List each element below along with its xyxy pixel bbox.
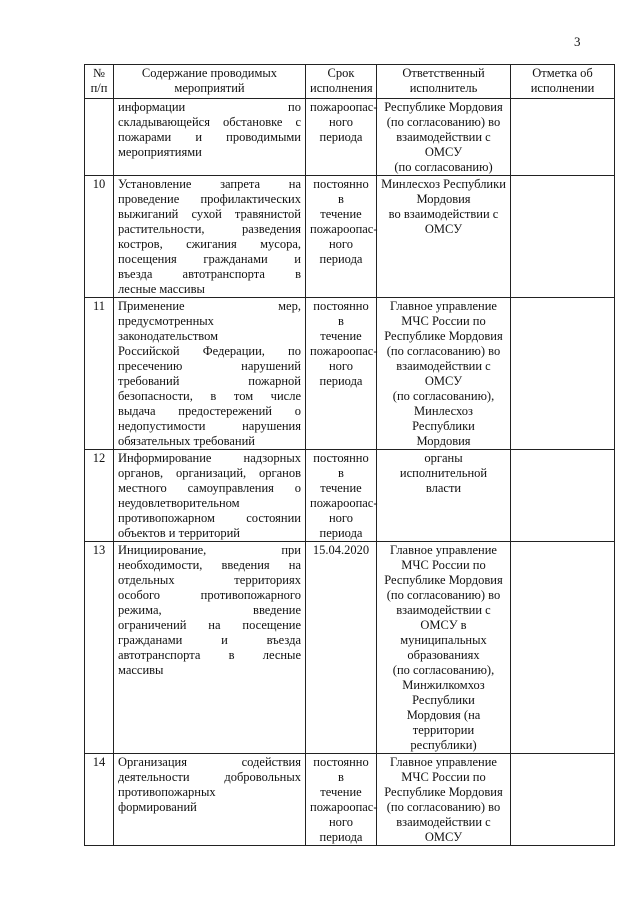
measure-term: постоянно в течение пожароопас- ного периода — [306, 754, 377, 846]
measure-responsible: Главное управление МЧС России по Республике Мордовия (по согласованию) во взаимодействии с ОМСУ — [377, 754, 511, 846]
measure-content: Установление запрета на проведение профилактических выжиганий сухой травянистой растительности, разведения костров, сжигания мусора, посещения гражданами и въезда автотранспорта в лесные массивы — [114, 176, 306, 298]
measure-content: Инициирование, при необходимости, введения на отдельных территориях особого противопожарного режима, введение ограничений на посещение гражданами и въезда автотранспорта в лесные массивы — [114, 542, 306, 754]
row-number: 12 — [85, 450, 114, 542]
header-num: № п/п — [85, 65, 114, 99]
table-row — [85, 99, 615, 176]
measure-content: Организация содействия деятельности добровольных противопожарных формирований — [114, 754, 306, 846]
header-term: Срок исполнения — [306, 65, 377, 99]
header-content: Содержание проводимых мероприятий — [114, 65, 306, 99]
table-header-row — [85, 65, 615, 99]
table-body — [85, 99, 615, 846]
header-mark: Отметка об исполнении — [511, 65, 615, 99]
table-row — [85, 450, 615, 542]
measure-responsible: Главное управление МЧС России по Республике Мордовия (по согласованию) во взаимодействии с ОМСУ (по согласованию), Минлесхоз Республики Мордовия — [377, 298, 511, 450]
measure-mark — [511, 754, 615, 846]
measure-term: 15.04.2020 — [306, 542, 377, 754]
row-number — [85, 99, 114, 176]
measures-table — [84, 64, 615, 846]
measure-mark — [511, 99, 615, 176]
measure-responsible: Республике Мордовия (по согласованию) во взаимодействии с ОМСУ (по согласованию) — [377, 99, 511, 176]
measure-content: информации по складывающейся обстановке с пожарами и проводимыми мероприятиями — [114, 99, 306, 176]
measure-responsible: органы исполнительной власти — [377, 450, 511, 542]
measure-mark — [511, 450, 615, 542]
row-number: 11 — [85, 298, 114, 450]
measure-mark — [511, 176, 615, 298]
table-row — [85, 176, 615, 298]
measure-responsible: Главное управление МЧС России по Республике Мордовия (по согласованию) во взаимодействии с ОМСУ в муниципальных образованиях (по согласованию), Минжилкомхоз Республики Мордовия (на территории республики) — [377, 542, 511, 754]
table-row — [85, 298, 615, 450]
measure-responsible: Минлесхоз Республики Мордовия во взаимодействии с ОМСУ — [377, 176, 511, 298]
measure-content: Информирование надзорных органов, организаций, органов местного самоуправления о неудовлетворительном противопожарном состоянии объектов и территорий — [114, 450, 306, 542]
measure-term: пожароопас- ного периода — [306, 99, 377, 176]
row-number: 14 — [85, 754, 114, 846]
page-number: 3 — [574, 34, 581, 49]
row-number: 13 — [85, 542, 114, 754]
table-row — [85, 754, 615, 846]
measure-term: постоянно в течение пожароопас- ного периода — [306, 298, 377, 450]
measure-term: постоянно в течение пожароопас- ного периода — [306, 450, 377, 542]
measure-term: постоянно в течение пожароопас- ного периода — [306, 176, 377, 298]
row-number: 10 — [85, 176, 114, 298]
table-row — [85, 542, 615, 754]
measure-content: Применение мер, предусмотренных законодательством Российской Федерации, по пресечению нарушений требований пожарной безопасности, в том числе выдача предостережений о недопустимости нарушения обязательных требований — [114, 298, 306, 450]
header-responsible: Ответственный исполнитель — [377, 65, 511, 99]
measure-mark — [511, 298, 615, 450]
measure-mark — [511, 542, 615, 754]
